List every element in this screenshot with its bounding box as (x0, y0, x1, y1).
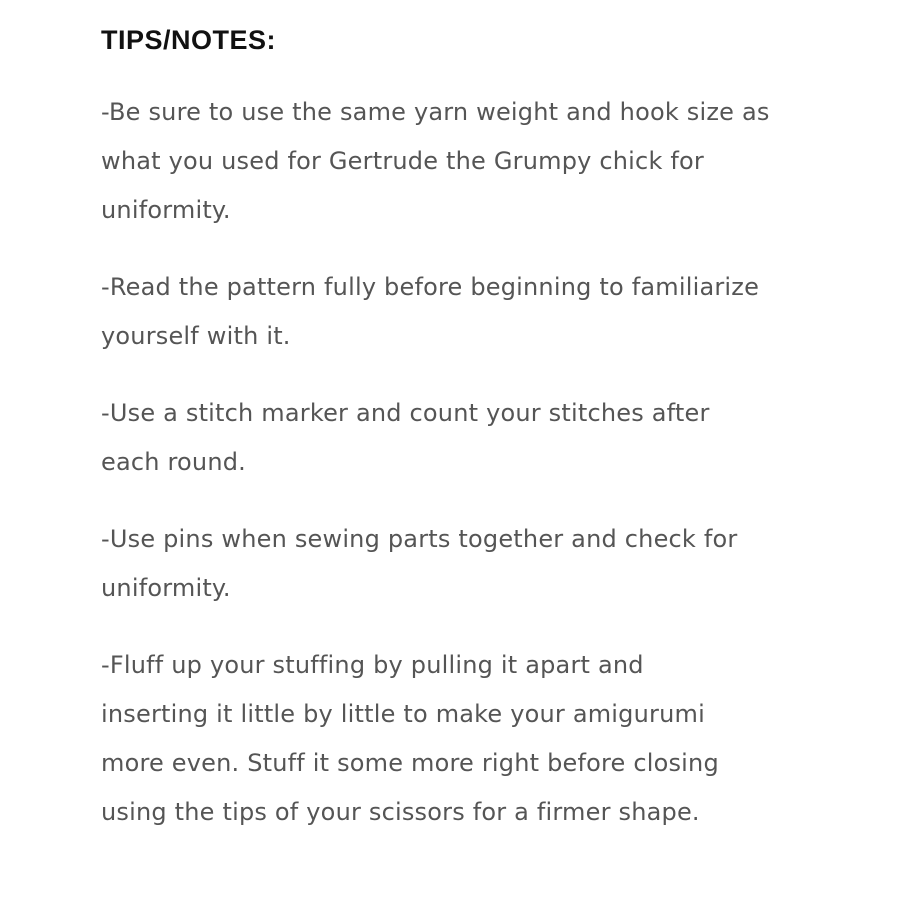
tip-paragraph-read-pattern: -Read the pattern fully before beginning to familiarize yourself with it. (101, 273, 760, 350)
section-heading: TIPS/NOTES: (101, 25, 277, 55)
tip-paragraph-yarn-weight: -Be sure to use the same yarn weight and hook size as what you used for Gertrude the Grumpy chick for uniformity. (101, 98, 770, 224)
tip-paragraph-use-pins: -Use pins when sewing parts together and check for uniformity. (101, 525, 738, 602)
tip-paragraph-stuffing: -Fluff up your stuffing by pulling it apart and inserting it little by little to make your amigurumi more even. Stuff it some more right before closing using the tips of your scissors for a firmer shape. (101, 651, 719, 826)
tip-paragraph-stitch-marker: -Use a stitch marker and count your stitches after each round. (101, 399, 710, 476)
tips-notes-section (101, 22, 801, 865)
